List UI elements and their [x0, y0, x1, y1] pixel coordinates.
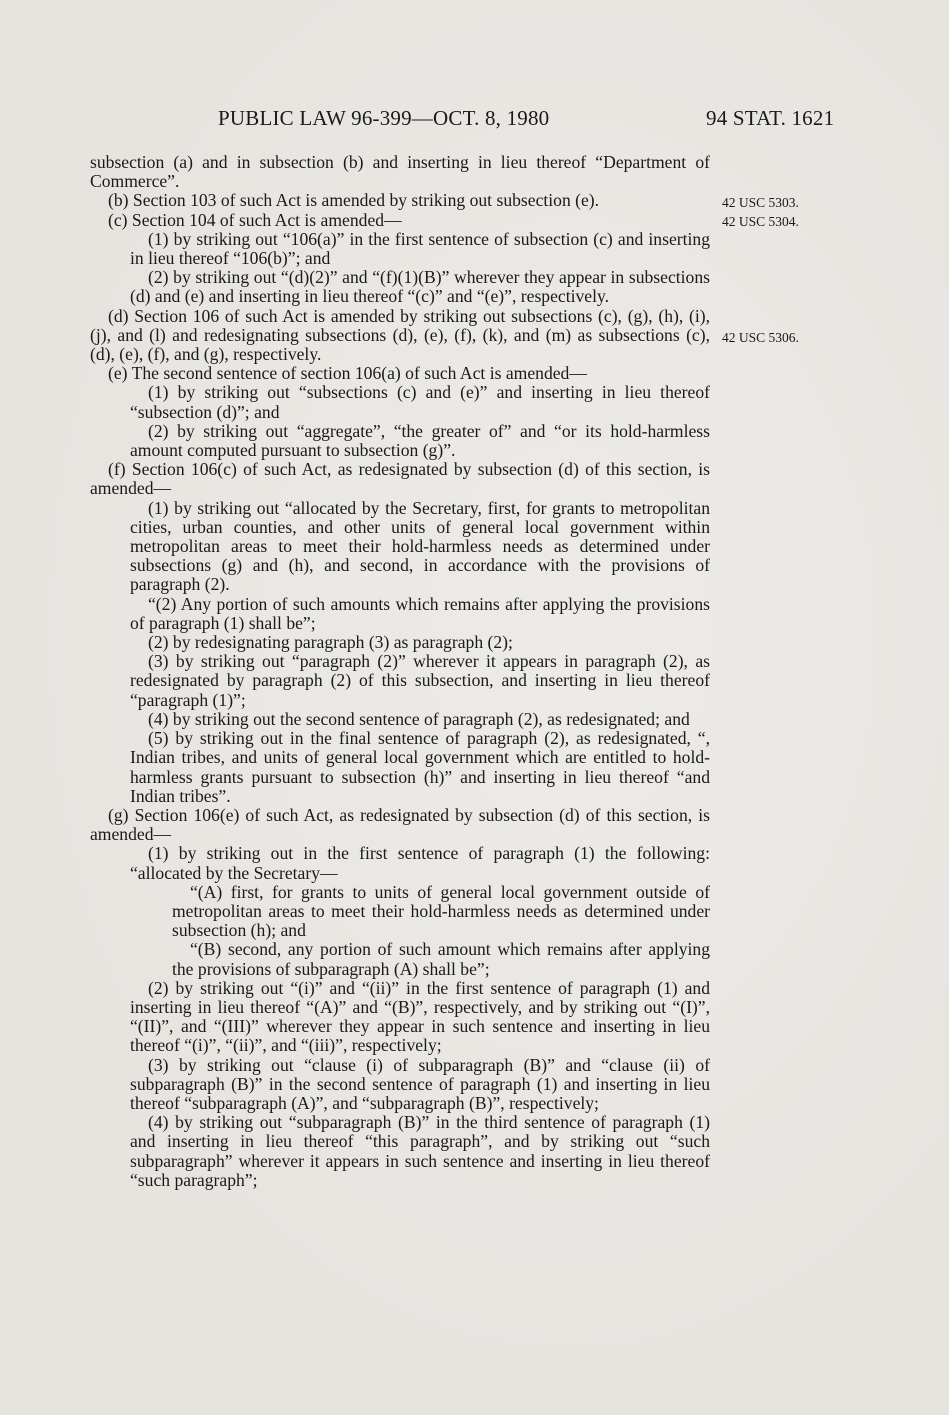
paragraph: (g) Section 106(e) of such Act, as redesignated by subsection (d) of this section, is amended—: [90, 804, 710, 845]
document-body: [90, 153, 710, 1190]
paragraph: (1) by striking out “allocated by the Secretary, first, for grants to metropolitan cities, urban counties, and other units of general local government within metropolitan areas to meet their hold-harmless needs as determined under subsections (g) and (h), and second, in accordance with the provisions of paragraph (2).: [130, 497, 710, 595]
law-title: PUBLIC LAW 96-399—OCT. 8, 1980: [218, 106, 550, 130]
statute-page-number: 94 STAT. 1621: [706, 106, 835, 130]
paragraph: (4) by striking out “subparagraph (B)” in the third sentence of paragraph (1) and inserting in lieu thereof “this paragraph”, and by striking out “such subparagraph” wherever it appears in such sentence and inserting in lieu thereof “such paragraph”;: [130, 1112, 710, 1190]
paragraph: subsection (a) and in subsection (b) and inserting in lieu thereof “Department of Commerce”.: [90, 152, 710, 192]
paragraph: (3) by striking out “clause (i) of subparagraph (B)” and “clause (ii) of subparagraph (B)” in the second sentence of paragraph (1) and inserting in lieu thereof “subparagraph (A)”, and “subparagraph (B)”, respectively;: [130, 1054, 710, 1113]
paragraph: (f) Section 106(c) of such Act, as redesignated by subsection (d) of this section, is amended—: [90, 459, 710, 499]
paragraph: “(2) Any portion of such amounts which remains after applying the provisions of paragraph (1) shall be”;: [130, 593, 710, 633]
paragraph: “(B) second, any portion of such amount which remains after applying the provisions of subparagraph (A) shall be”;: [172, 939, 710, 979]
paragraph: (1) by striking out “106(a)” in the first sentence of subsection (c) and inserting in lieu thereof “106(b)”; and: [130, 228, 710, 269]
paragraph: (b) Section 103 of such Act is amended by striking out subsection (e).: [108, 190, 600, 211]
paragraph: (c) Section 104 of such Act is amended—: [108, 209, 402, 230]
margin-note-usc-5306: 42 USC 5306.: [722, 330, 799, 345]
paragraph: (2) by striking out “(d)(2)” and “(f)(1)(B)” wherever they appear in subsections (d) and (e) and inserting in lieu thereof “(c)” and “(e)”, respectively.: [130, 267, 710, 307]
paragraph: “(A) first, for grants to units of general local government outside of metropolitan areas to meet their hold-harmless needs as determined under subsection (h); and: [172, 881, 710, 941]
paragraph: (3) by striking out “paragraph (2)” wherever it appears in paragraph (2), as redesignated by paragraph (2) of this subsection, and inserting in lieu thereof “paragraph (1)”;: [130, 651, 710, 710]
paragraph: (d) Section 106 of such Act is amended by striking out subsections (c), (g), (h), (i), (j), and (l) and redesignating subsections (d), (e), (f), (k), and (m) as subsections (c), (d), (e), (f), and (g), respectively.: [90, 305, 710, 365]
paragraph: (4) by striking out the second sentence of paragraph (2), as redesignated; and: [148, 708, 690, 729]
paragraph: (1) by striking out in the first sentence of paragraph (1) the following: “allocated by the Secretary—: [130, 843, 710, 883]
margin-note-usc-5303: 42 USC 5303.: [722, 195, 799, 210]
paragraph: (2) by striking out “aggregate”, “the greater of” and “or its hold-harmless amount computed pursuant to subsection (g)”.: [130, 420, 710, 461]
paragraph: (e) The second sentence of section 106(a) of such Act is amended—: [108, 363, 587, 384]
page-header: [0, 106, 949, 136]
paragraph: (2) by redesignating paragraph (3) as paragraph (2);: [148, 632, 513, 653]
paragraph: (5) by striking out in the final sentence of paragraph (2), as redesignated, “, Indian tribes, and units of general local government which are entitled to hold-harmless grants pursuant to subsection (h)” and inserting in lieu thereof “and Indian tribes”.: [130, 728, 710, 806]
paragraph: (1) by striking out “subsections (c) and (e)” and inserting in lieu thereof “subsection (d)”; and: [130, 382, 710, 422]
paragraph: (2) by striking out “(i)” and “(ii)” in the first sentence of paragraph (1) and inserting in lieu thereof “(A)” and “(B)”, respectively, and by striking out “(I)”, “(II)”, and “(III)” wherever they appear in such sentence and inserting in lieu thereof “(i)”, “(ii)”, and “(iii)”, respectively;: [130, 977, 710, 1056]
margin-note-usc-5304: 42 USC 5304.: [722, 214, 799, 229]
